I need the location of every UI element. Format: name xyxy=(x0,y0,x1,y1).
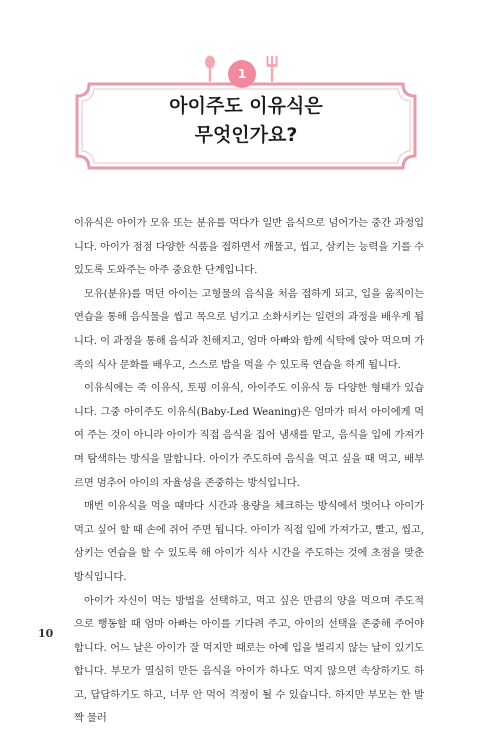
chapter-title-line-1: 아이주도 이유식은 xyxy=(75,92,417,121)
page-number: 10 xyxy=(38,627,53,640)
paragraph-2: 모유(분유)를 먹던 아이는 고형물의 음식을 처음 접하게 되고, 입을 움직이는 연습을 통해 음식물을 씹고 목으로 넘기고 소화시키는 일련의 과정을 배우게 됩니다. 이 과정을 통해 음식과 친해지고, 엄마 아빠와 함께 식탁에 앉아 먹으며 가족의 식사 문화를 배우고, 스스로 밥을 먹을 수 있도록 연습을 하게 됩니다. xyxy=(74,283,424,377)
paragraph-1: 이유식은 아이가 모유 또는 분유를 먹다가 일반 음식으로 넘어가는 중간 과정입니다. 아이가 점점 다양한 식품을 접하면서 깨물고, 씹고, 삼키는 능력을 기를 수 있도록 도와주는 아주 중요한 단계입니다. xyxy=(74,212,424,283)
body-text xyxy=(74,212,424,731)
chapter-number-badge: 1 xyxy=(228,60,256,88)
chapter-title-line-2: 무엇인가요? xyxy=(75,121,417,150)
paragraph-4: 매번 이유식을 먹을 때마다 시간과 용량을 체크하는 방식에서 벗어나 아이가 먹고 싶어 할 때 손에 쥐어 주면 됩니다. 아이가 직접 입에 가져가고, 빨고, 씹고, 삼키는 연습을 할 수 있도록 해 아이가 식사 시간을 주도하는 것에 초점을 맞춘 방식입니다. xyxy=(74,495,424,589)
fork-icon xyxy=(265,55,279,83)
paragraph-3: 이유식에는 죽 이유식, 토핑 이유식, 아이주도 이유식 등 다양한 형태가 있습니다. 그중 아이주도 이유식(Baby-Led Weaning)은 엄마가 떠서 아이에게 먹여 주는 것이 아니라 아이가 직접 음식을 집어 냄새를 맡고, 음식을 입에 가져가며 탐색하는 방식을 말합니다. 아이가 주도하여 음식을 먹고 싶을 때 먹고, 배부르면 멈추어 아이의 자율성을 존중하는 방식입니다. xyxy=(74,377,424,495)
spoon-icon xyxy=(203,55,217,83)
chapter-title xyxy=(75,92,417,150)
paragraph-5: 아이가 자신이 먹는 방법을 선택하고, 먹고 싶은 만큼의 양을 먹으며 주도적으로 행동할 때 엄마 아빠는 아이를 기다려 주고, 아이의 선택을 존중해 주어야 합니다. 어느 날은 아이가 잘 먹지만 때로는 아예 입을 벌리지 않는 날이 있기도 합니다. 부모가 열심히 만든 음식을 아이가 하나도 먹지 않으면 속상하기도 하고, 답답하기도 하고, 너무 안 먹어 걱정이 될 수 있습니다. 하지만 부모는 한 발짝 물러 xyxy=(74,590,424,731)
